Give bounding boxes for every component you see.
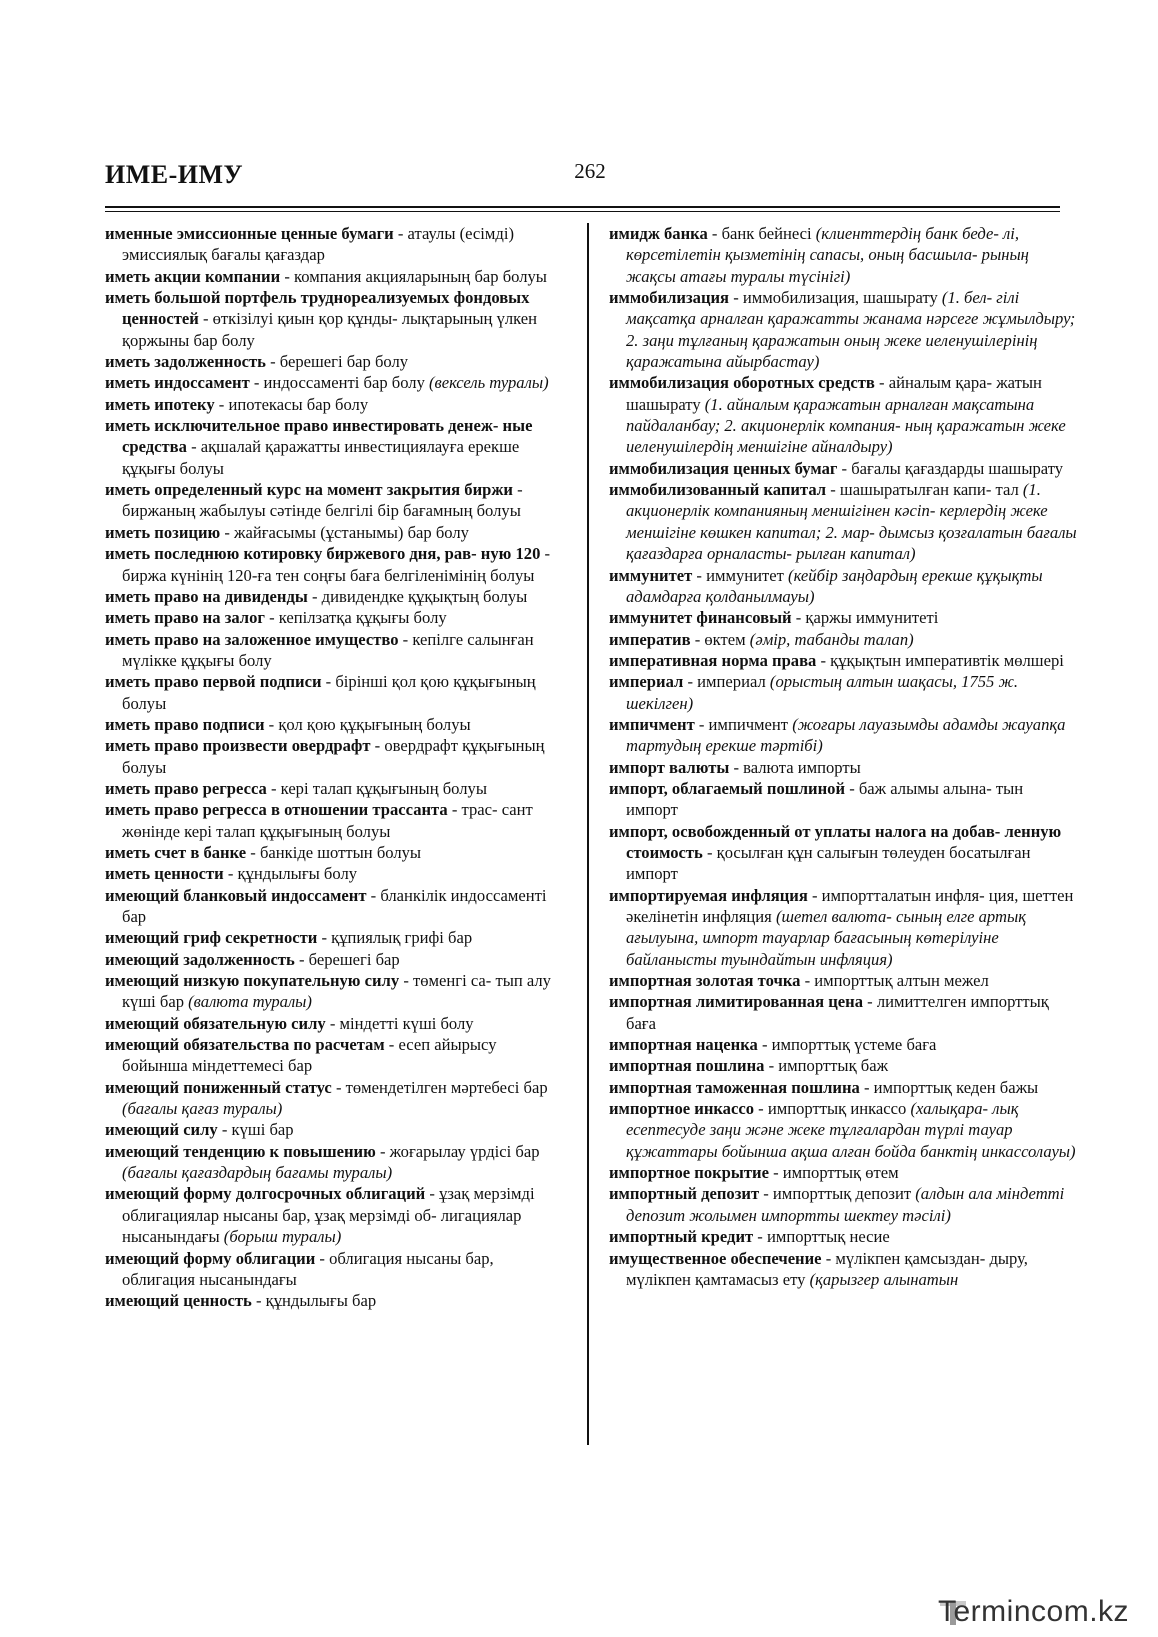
dictionary-entry	[609, 287, 1077, 372]
entry-term: иммобилизация оборотных средств	[609, 373, 875, 393]
entry-term: импичмент	[609, 714, 695, 734]
entry-definition: - империал	[683, 672, 770, 692]
entry-term: иммунитет финансовый	[609, 608, 792, 628]
dictionary-entry	[105, 415, 565, 479]
entry-definition: - импорттық алтын межел	[800, 971, 989, 991]
entry-definition: - ұзақ мерзімді облигациялар нысаны бар, ұзақ мерзімді об- лигациялар нысанындағы	[122, 1184, 535, 1247]
entry-term: имидж банка	[609, 224, 708, 243]
dictionary-entry	[105, 586, 565, 607]
entry-term: иметь большой портфель труднореализуемых фондовых ценностей	[105, 288, 530, 329]
entry-definition: - бірінші қол қою құқығының болуы	[122, 672, 536, 713]
entry-definition: - бланкілік индоссаменті бар	[122, 885, 547, 926]
entry-definition: - биржаның жабылуы сәтінде белгілі бір бағамның болуы	[122, 480, 523, 521]
entry-definition: - трас- сант жөнінде кері талап құқығының болуы	[122, 800, 533, 841]
entry-definition: - берешегі бар болу	[265, 352, 409, 372]
entry-note: (клиенттердің банк беде- лі, көрсетілетін қызметінің сапасы, оның басшыла- рының жақсы атағы туралы түсінігі)	[626, 224, 1029, 286]
dictionary-entry	[609, 991, 1077, 1034]
entry-term: иметь позицию	[105, 522, 221, 542]
entry-term: иметь право первой подписи	[105, 672, 322, 692]
entry-term: имеющий низкую покупательную силу	[105, 971, 400, 991]
entry-term: имеющий задолженность	[105, 949, 295, 969]
entry-definition: - биржа күнінің 120-ға тен соңғы баға белгіленімінің болуы	[122, 544, 551, 585]
dictionary-entry	[105, 714, 565, 735]
dictionary-entry	[609, 821, 1077, 885]
dictionary-entry	[609, 671, 1077, 714]
dictionary-entry	[609, 1055, 1077, 1076]
dictionary-entry	[609, 1162, 1077, 1183]
entry-note: (қарызгер алынатын	[809, 1269, 959, 1289]
entry-definition: - овердрафт құқығының болуы	[122, 736, 545, 777]
entry-definition: - міндетті күші болу	[325, 1013, 474, 1033]
entry-definition: - жайғасымы (ұстанымы) бар болу	[220, 522, 469, 542]
entry-note: (кейбір заңдардың ерекше құқықты адамдарға қолданылмауы)	[626, 565, 1043, 606]
right-column	[609, 223, 1077, 1290]
dictionary-entry	[609, 1183, 1077, 1226]
entry-definition: - кепілге салынған мүлікке құқығы болу	[122, 629, 534, 670]
column-divider	[587, 223, 589, 1445]
entry-definition: - төменгі са- тып алу күші бар	[122, 971, 551, 1012]
entry-definition: - импичмент	[694, 714, 793, 734]
entry-definition: - қосылған құн салығын төлеуден босатылған импорт	[626, 842, 1031, 884]
entry-note: (алдын ала міндетті депозит жолымен импортты шектеу тәсілі)	[626, 1184, 1065, 1225]
entry-definition: - индоссаменті бар болу	[249, 373, 430, 393]
dictionary-entry	[105, 885, 565, 928]
entry-term: иметь задолженность	[105, 352, 266, 372]
entry-note: (валюта туралы)	[188, 992, 312, 1012]
entry-definition: - кері талап құқығының болуы	[266, 778, 487, 798]
entry-term: иметь право подписи	[105, 714, 265, 734]
dictionary-entry	[105, 949, 565, 970]
entry-definition: - құндылығы болу	[223, 864, 358, 884]
entry-note: (1. айналым қаражатын арналған мақсатына пайдаланбау; 2. акционерлік компания- ның қаражатын жеке иеленушілердің меншігіне айналдыру)	[626, 394, 1066, 457]
entry-definition: - берешегі бар	[294, 949, 400, 969]
dictionary-entry	[105, 479, 565, 522]
entry-definition: - валюта импорты	[729, 757, 861, 777]
dictionary-entry	[105, 223, 565, 266]
entry-definition: - импорттық баж	[764, 1056, 889, 1076]
entry-note: (халықара- лық есептесуде заңи және жеке тұлғалардан түрлі тауар құжаттары бойынша ақша алған бойда банктің инкассолауы)	[626, 1099, 1076, 1161]
entry-term: имеющий пониженный статус	[105, 1077, 332, 1097]
dictionary-entry	[609, 714, 1077, 757]
entry-term: имеющий ценность	[105, 1291, 252, 1311]
entry-definition: - құндылығы бар	[251, 1291, 377, 1311]
entry-term: имеющий силу	[105, 1120, 218, 1140]
entry-term: империал	[609, 672, 684, 692]
entry-definition: - ақшалай қаражатты инвестициялауға ерекше құқығы болуы	[122, 437, 520, 478]
dictionary-entry	[105, 287, 565, 351]
entry-definition: - өктем	[690, 629, 750, 649]
entry-definition: - кепілзатқа құқығы болу	[264, 608, 447, 628]
entry-term: именные эмиссионные ценные бумаги	[105, 224, 394, 243]
entry-term: иммобилизация ценных бумаг	[609, 458, 838, 478]
entry-note: (бағалы қағаз туралы)	[122, 1099, 283, 1119]
entry-term: импортная таможенная пошлина	[609, 1077, 860, 1097]
entry-definition: - импортталатын инфля- ция, шеттен әкелінетін инфляция	[626, 885, 1074, 926]
entry-definition: - импорттық несие	[753, 1227, 890, 1247]
dictionary-entry	[609, 778, 1077, 821]
entry-definition: - төмендетілген мәртебесі бар	[331, 1077, 548, 1097]
dictionary-entry	[105, 927, 565, 948]
entry-term: импортная наценка	[609, 1035, 758, 1055]
entry-term: импорт, облагаемый пошлиной	[609, 778, 846, 798]
dictionary-entry	[105, 778, 565, 799]
header-range: ИМЕ-ИМУ	[105, 160, 244, 189]
entry-definition: - лимиттелген импорттық баға	[626, 992, 1049, 1033]
entry-term: импортный депозит	[609, 1184, 760, 1204]
entry-term: иметь ценности	[105, 864, 224, 884]
entry-term: иметь право на залог	[105, 608, 265, 628]
entry-term: императив	[609, 629, 691, 649]
left-column	[105, 223, 565, 1312]
entry-definition: - иммобилизация, шашырату	[729, 288, 942, 308]
entry-term: иммобилизация	[609, 288, 730, 308]
dictionary-entry	[609, 757, 1077, 778]
entry-definition: - күші бар	[217, 1120, 294, 1140]
entry-term: имущественное обеспечение	[609, 1248, 822, 1268]
entry-term: имеющий обязательства по расчетам	[105, 1035, 385, 1055]
entry-note: (1. бел- гілі мақсатқа арналған қаражатты жанама нәрсеге жұмылдыру; 2. заңи тұлғаның қаражатын оның жеке иеленушілерінің қаражатына айырбастау)	[626, 288, 1076, 372]
header-rule-thick	[105, 206, 1060, 208]
dictionary-entry	[105, 372, 565, 393]
entry-definition: - ипотекасы бар болу	[214, 394, 369, 414]
entry-term: импортная лимитированная цена	[609, 992, 864, 1012]
entry-term: импортная пошлина	[609, 1056, 765, 1076]
entry-note: (жоғары лауазымды адамды жауапқа тартудың ерекше тәртібі)	[626, 714, 1066, 756]
entry-term: иметь исключительное право инвестировать денеж- ные средства	[105, 416, 533, 457]
entry-term: импортируемая инфляция	[609, 885, 808, 905]
entry-term: импорт, освобожденный от уплаты налога на добав- ленную стоимость	[609, 821, 1062, 862]
dictionary-entry	[105, 1119, 565, 1140]
entry-term: иметь право на заложенное имущество	[105, 629, 399, 649]
dictionary-entry	[609, 565, 1077, 608]
entry-term: имеющий гриф секретности	[105, 928, 318, 948]
dictionary-entry	[105, 1013, 565, 1034]
dictionary-entry	[105, 842, 565, 863]
entry-definition: - баж алымы алына- тын импорт	[626, 778, 1024, 820]
dictionary-entry	[609, 650, 1077, 671]
dictionary-entry	[609, 1248, 1077, 1291]
entry-term: импортная золотая точка	[609, 971, 801, 991]
header-rule-thin	[105, 211, 1060, 212]
dictionary-entry	[105, 607, 565, 628]
entry-note: (вексель туралы)	[429, 373, 549, 393]
entry-definition: - айналым қара- жатын шашырату	[626, 373, 1042, 414]
dictionary-entry	[105, 863, 565, 884]
dictionary-entry	[609, 1226, 1077, 1247]
entry-term: иммунитет	[609, 565, 693, 585]
entry-term: имеющий тенденцию к повышению	[105, 1141, 376, 1161]
entry-definition: - шашыратылған капи- тал	[826, 480, 1023, 500]
entry-term: иметь индоссамент	[105, 373, 250, 393]
entry-term: иметь счет в банке	[105, 842, 247, 862]
entry-term: иметь право произвести овердрафт	[105, 736, 371, 756]
entry-note: (әмір, табанды талап)	[749, 629, 914, 649]
entry-term: иметь последнюю котировку биржевого дня, рав- ную 120	[105, 544, 541, 564]
entry-term: иметь право регресса в отношении трассанта	[105, 800, 448, 820]
entry-definition: - импорттық депозит	[759, 1184, 916, 1204]
entry-definition: - бағалы қағаздарды шашырату	[837, 458, 1064, 478]
entry-definition: - банк бейнесі	[707, 224, 816, 243]
dictionary-entry	[609, 1098, 1077, 1162]
dictionary-entry	[105, 1248, 565, 1291]
entry-term: императивная норма права	[609, 650, 817, 670]
running-header	[105, 160, 1060, 190]
entry-term: импортное покрытие	[609, 1163, 769, 1183]
entry-definition: - импорттық өтем	[768, 1163, 899, 1183]
entry-term: иметь определенный курс на момент закрытия биржи	[105, 480, 513, 500]
page-number: 262	[574, 159, 606, 183]
dictionary-entry	[609, 458, 1077, 479]
dictionary-entry	[105, 1034, 565, 1077]
dictionary-entry	[105, 671, 565, 714]
entry-note: (орыстың алтын шақасы, 1755 ж. шекілген)	[626, 672, 1019, 713]
dictionary-entry	[105, 1290, 565, 1311]
dictionary-entry	[105, 735, 565, 778]
dictionary-entry	[609, 885, 1077, 970]
entry-note: (шетел валюта- сының елге артық ағылуына, импорт тауарлар бағасының көтерілуіне байланысты туындайтын инфляция)	[626, 907, 1026, 969]
entry-definition: - құқықтын императивтік мөлшері	[816, 650, 1064, 670]
entry-definition: - импорттық үстеме баға	[757, 1035, 937, 1055]
entry-definition: - импорттық кеден бажы	[859, 1077, 1039, 1097]
entry-definition: - есеп айырысу бойынша міндеттемесі бар	[122, 1035, 497, 1076]
termincom-watermark	[938, 1592, 1143, 1632]
entry-term: иметь акции компании	[105, 266, 281, 286]
dictionary-entry	[609, 1034, 1077, 1055]
dictionary-entry	[609, 607, 1077, 628]
dictionary-entry	[609, 629, 1077, 650]
entry-definition: - облигация нысаны бар, облигация нысанындағы	[122, 1248, 494, 1289]
dictionary-entry	[609, 970, 1077, 991]
dictionary-entry	[105, 394, 565, 415]
dictionary-entry	[609, 372, 1077, 457]
dictionary-entry	[105, 1183, 565, 1247]
dictionary-entry	[609, 1077, 1077, 1098]
entry-term: имеющий обязательную силу	[105, 1013, 326, 1033]
entry-term: импорт валюты	[609, 757, 730, 777]
entry-definition: - компания акцияларының бар болуы	[280, 266, 547, 286]
entry-term: иметь ипотеку	[105, 394, 215, 414]
entry-note: (бағалы қағаздардың бағамы туралы)	[122, 1163, 393, 1183]
entry-definition: - қаржы иммунитеті	[791, 608, 939, 628]
entry-term: иммобилизованный капитал	[609, 480, 827, 500]
dictionary-entry	[609, 223, 1077, 287]
entry-definition: - жоғарылау үрдісі бар	[375, 1141, 540, 1161]
dictionary-entry	[105, 799, 565, 842]
entry-definition: - мүлікпен қамсыздан- дыру, мүлікпен қамтамасыз ету	[626, 1248, 1028, 1289]
dictionary-entry	[105, 522, 565, 543]
dictionary-entry	[105, 970, 565, 1013]
entry-definition: - иммунитет	[692, 565, 789, 585]
dictionary-entry	[105, 1141, 565, 1184]
dictionary-entry	[105, 543, 565, 586]
entry-definition: - құпиялық грифі бар	[317, 928, 473, 948]
entry-definition: - импорттық инкассо	[754, 1099, 911, 1119]
entry-definition: - банкіде шоттын болуы	[246, 842, 422, 862]
dictionary-entry	[105, 1077, 565, 1120]
dictionary-entry	[105, 351, 565, 372]
dictionary-entry	[609, 479, 1077, 564]
watermark-text: Termincom.kz	[938, 1595, 1130, 1628]
entry-term: имеющий форму долгосрочных облигаций	[105, 1184, 426, 1204]
dictionary-entry	[105, 266, 565, 287]
dictionary-entry	[105, 629, 565, 672]
entry-term: иметь право на дивиденды	[105, 586, 308, 606]
entry-note: (борыш туралы)	[223, 1227, 342, 1247]
entry-term: имеющий бланковый индоссамент	[105, 885, 367, 905]
entry-definition: - қол қою құқығының болуы	[264, 714, 471, 734]
entry-term: импортный кредит	[609, 1227, 754, 1247]
entry-term: иметь право регресса	[105, 778, 267, 798]
entry-term: имеющий форму облигации	[105, 1248, 316, 1268]
entry-term: импортное инкассо	[609, 1099, 755, 1119]
entry-definition: - атаулы (есімді) эмиссиялық бағалы қағаздар	[122, 224, 514, 265]
entry-definition: - өткізілуі қиын қор құнды- лықтарының үлкен қоржыны бар болу	[122, 309, 538, 350]
entry-definition: - дивидендке құқықтың болуы	[307, 586, 528, 606]
entry-note: (1. акционерлік компанияның меншігінен кәсіп- керлердің жеке меншігіне көшкен капитал; 2. мар- дымсыз қозғалатын бағалы қағаздарға орналасты- рылған капитал)	[626, 480, 1077, 564]
